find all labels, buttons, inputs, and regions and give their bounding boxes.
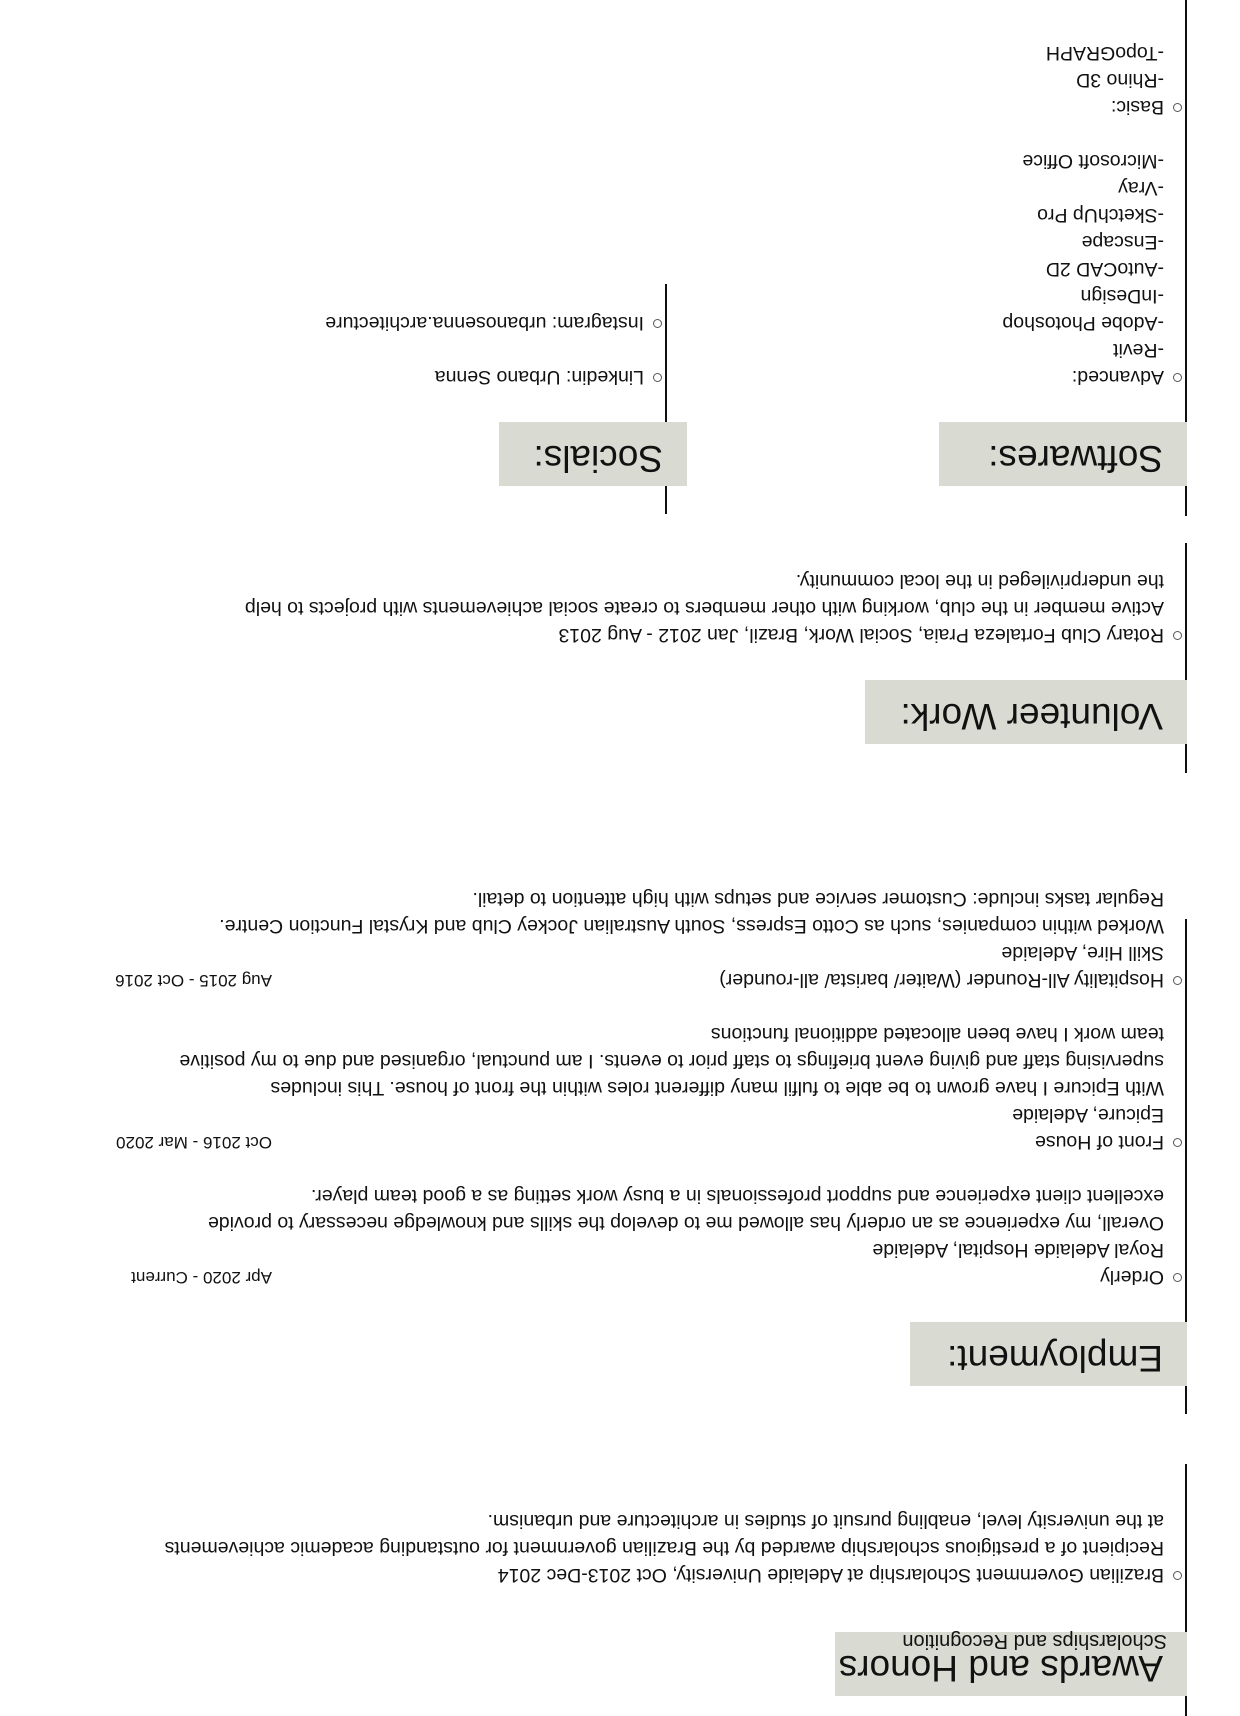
awards-title: Awards and Honors [838,1648,1163,1689]
award-description-line: Recipient of a prestigious scholarship awarded by the Brazilian government for outstanding academic achievements [164,1537,1164,1559]
bullet-icon [1173,1571,1182,1580]
bullet-icon [1173,103,1182,112]
softwares-header [939,422,1187,486]
software-item: -AutoCAD 2D [1045,258,1164,280]
job-place: Royal Adelaide Hospital, Adelaide [872,1239,1164,1261]
job-description-line: team work I have been allocated additional functions [710,1023,1164,1045]
volunteer-heading: Rotary Club Fortaleza Praia, Social Work, Brazil, Jan 2012 - Aug 2013 [558,624,1164,646]
award-description-line: at the university level, enabling pursuit of studies in architecture and urbanism. [487,1510,1164,1532]
job-description-line: Overall, my experience as an orderly has allowed me to develop the skills and knowledge necessary to provide [207,1212,1164,1234]
job-place: Epicure, Adelaide [1012,1104,1164,1126]
software-item: -Vray [1118,177,1164,199]
volunteer-list [245,567,1184,648]
job-place: Skill Hire, Adelaide [1001,942,1164,964]
bullet-icon [1173,1273,1182,1282]
bullet-icon [653,373,662,382]
software-group-label: Basic: [1110,96,1164,118]
employment-title: Employment: [947,1338,1163,1379]
socials-list [325,309,664,390]
bullet-icon [1173,373,1182,382]
softwares-title: Softwares: [988,438,1163,479]
volunteer-header [865,680,1187,744]
job-role: Orderly [1100,1266,1164,1288]
job-dates: Aug 2015 - Oct 2016 [115,971,272,990]
bullet-icon [1173,1138,1182,1147]
job-description-line: Regular tasks include: Customer service and setups with high attention to detail. [472,888,1164,910]
social-instagram: Instagram: urbanosenna.architecture [325,312,644,334]
software-item: -TopoGRAPH [1045,42,1164,64]
job-description-line: excellent client experience and support professionals in a busy work setting as a good team player. [310,1185,1164,1207]
software-item: -Microsoft Office [1022,150,1164,172]
social-item [325,309,664,336]
award-heading: Brazilian Government Scholarship at Adelaide University, Oct 2013-Dec 2014 [497,1564,1164,1586]
softwares-list [1002,39,1184,390]
software-item: -SketchUp Pro [1037,204,1164,226]
employment-list [179,885,1184,1290]
job-role: Hospitality All-Rounder (Waiter/ barista/ all-rounder) [719,969,1164,991]
job-role-row [179,1128,1184,1155]
software-item: -Enscape [1081,231,1164,253]
software-item: -InDesign [1080,285,1164,307]
awards-subtitle: Scholarships and Recognition [902,1630,1167,1652]
job-dates: Oct 2016 - Mar 2020 [116,1133,272,1152]
software-group-basic [1002,93,1184,120]
job-role-row [179,1263,1184,1290]
bullet-icon [1173,976,1182,985]
software-group-label: Advanced: [1071,366,1164,388]
software-group-advanced [1002,363,1184,390]
social-item [325,363,664,390]
volunteer-description-line: the underprivileged in the local community. [795,570,1164,592]
award-item [165,1561,1184,1588]
socials-title: Socials: [533,438,663,479]
job-description-line: Worked within companies, such as Cotto Espress, South Australian Jockey Club and Krystal Function Centre. [219,915,1164,937]
volunteer-title: Volunteer Work: [900,696,1163,737]
bullet-icon [653,319,662,328]
job-dates: Apr 2020 - Current [131,1268,272,1287]
job-description-line: supervising staff and giving event briefings to staff prior to events. I am punctual, organised and due to my positive [179,1050,1164,1072]
job-role: Front of House [1035,1131,1164,1153]
software-item: -Rhino 3D [1076,69,1164,91]
awards-header [835,1632,1187,1696]
job-description-line: With Epicure I have grown to be able to fulfil many different roles within the front of house. This includes [270,1077,1164,1099]
volunteer-description-line: Active member in the club, working with other members to create social achievements with projects to help [244,597,1164,619]
employment-header [910,1322,1187,1386]
software-item: -Adobe Photoshop [1002,312,1164,334]
volunteer-item [245,621,1184,648]
socials-header [499,422,687,486]
job-role-row [179,966,1184,993]
bullet-icon [1173,631,1182,640]
software-item: -Revit [1113,339,1164,361]
social-linkedin: Linkedin: Urbano Senna [434,366,644,388]
awards-list [165,1507,1184,1588]
